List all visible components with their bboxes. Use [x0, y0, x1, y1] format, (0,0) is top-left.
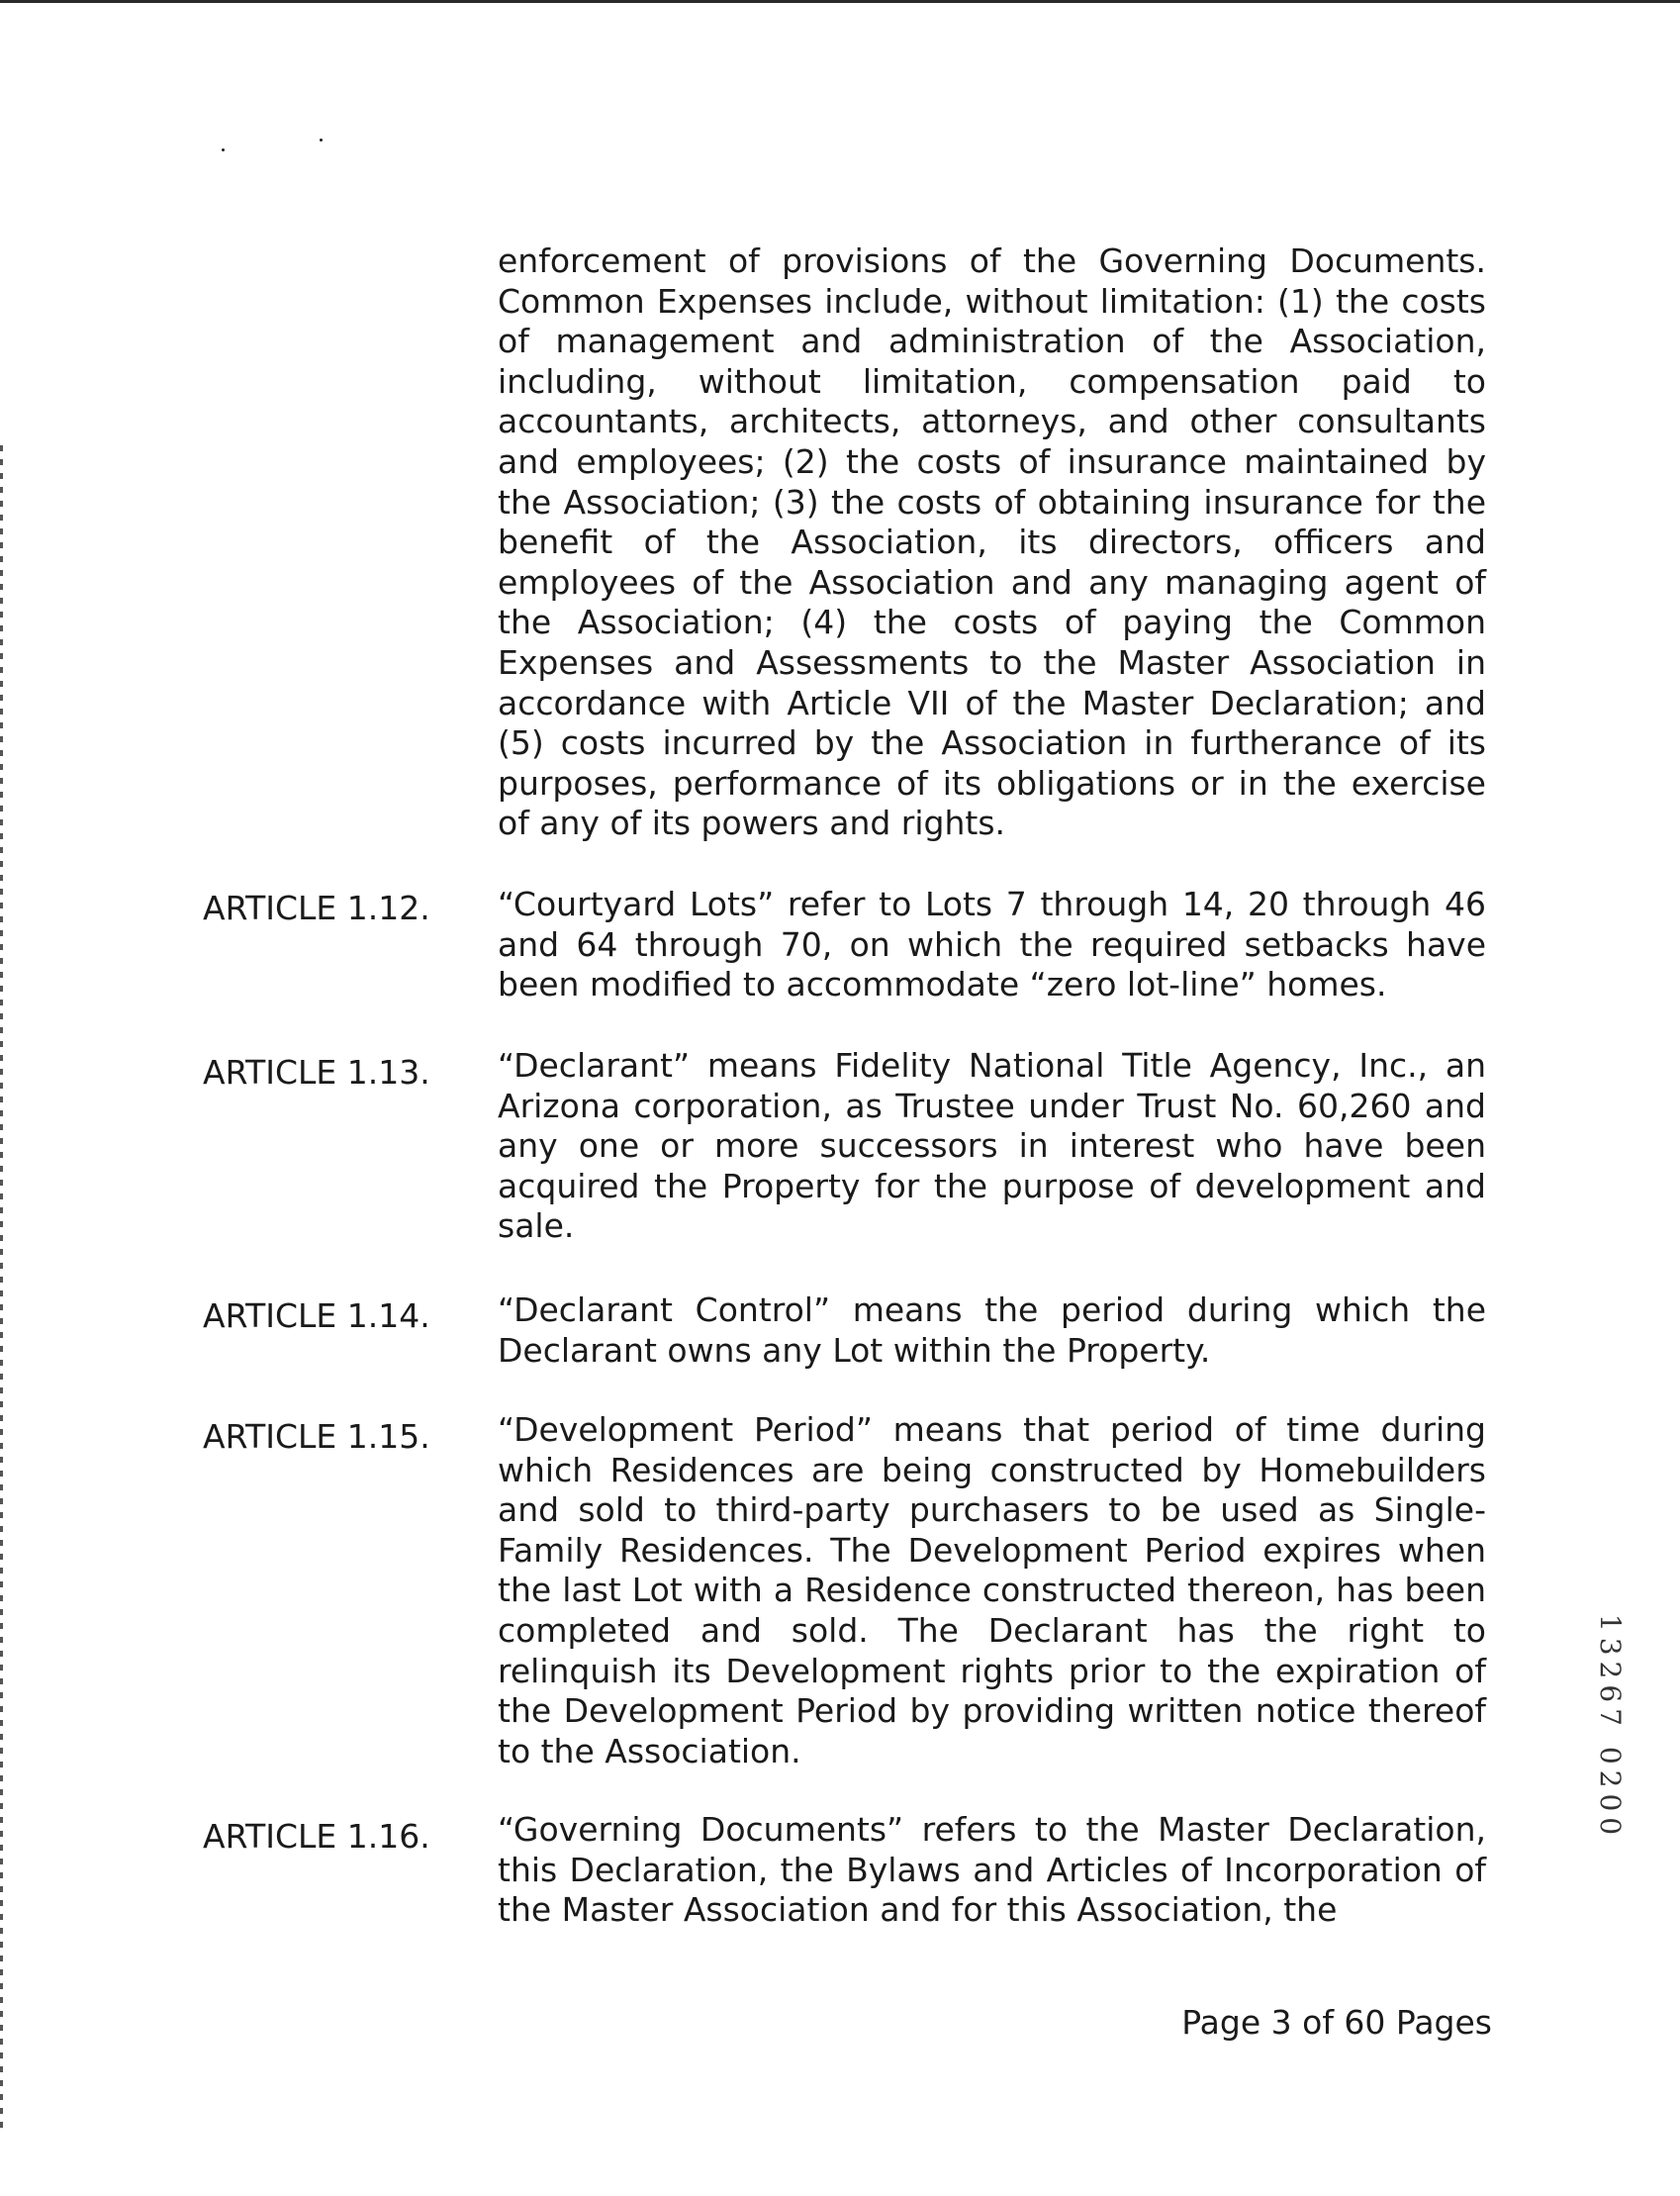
article-1-16-text: “Governing Documents” refers to the Master Declaration, this Declaration, the Bylaws and Articles of Incorporation of the Master Association and for this Association, the	[498, 1810, 1486, 1930]
scan-speck	[222, 148, 225, 151]
scan-speck	[320, 139, 323, 142]
recording-stamp	[1591, 1593, 1631, 1861]
article-1-15-text: “Development Period” means that period of time during which Residences are being constructed by Homebuilders and sold to third-party purchasers to be used as Single-Family Residences. The Development Period expires when the last Lot with a Residence constructed thereon, has been completed and sold. The Declarant has the right to relinquish its Development rights prior to the expiration of the Development Period by providing written notice thereof to the Association.	[498, 1410, 1486, 1770]
article-1-15-label: ARTICLE 1.15.	[203, 1417, 430, 1456]
article-1-13-label: ARTICLE 1.13.	[203, 1053, 430, 1092]
intro-paragraph: enforcement of provisions of the Governing Documents. Common Expenses include, without limitation: (1) the costs of management and administration of the Association, including, without limitation, compensation paid to accountants, architects, attorneys, and other consultants and employees; (2) the costs of insurance maintained by the Association; (3) the costs of obtaining insurance for the benefit of the Association, its directors, officers and employees of the Association and any managing agent of the Association; (4) the costs of paying the Common Expenses and Assessments to the Master Association in accordance with Article VII of the Master Declaration; and (5) costs incurred by the Association in furtherance of its purposes, performance of its obligations or in the exercise of any of its powers and rights.	[498, 241, 1486, 843]
article-1-16-label: ARTICLE 1.16.	[203, 1817, 430, 1856]
article-1-14-text: “Declarant Control” means the period during which the Declarant owns any Lot within the Property.	[498, 1290, 1486, 1370]
scan-edge-left	[0, 445, 3, 2128]
article-1-13-text: “Declarant” means Fidelity National Title Agency, Inc., an Arizona corporation, as Trustee under Trust No. 60,260 and any one or more successors in interest who have been acquired the Property for the purpose of development and sale.	[498, 1046, 1486, 1246]
scan-edge-top	[0, 0, 1680, 3]
article-1-12-label: ARTICLE 1.12.	[203, 889, 430, 927]
article-1-12-text: “Courtyard Lots” refer to Lots 7 through 14, 20 through 46 and 64 through 70, on which the required setbacks have been modified to accommodate “zero lot-line” homes.	[498, 885, 1486, 1004]
recording-stamp-text: 13267 0200	[1594, 1613, 1628, 1841]
page-number: Page 3 of 60 Pages	[1181, 2003, 1492, 2042]
article-1-14-label: ARTICLE 1.14.	[203, 1296, 430, 1335]
